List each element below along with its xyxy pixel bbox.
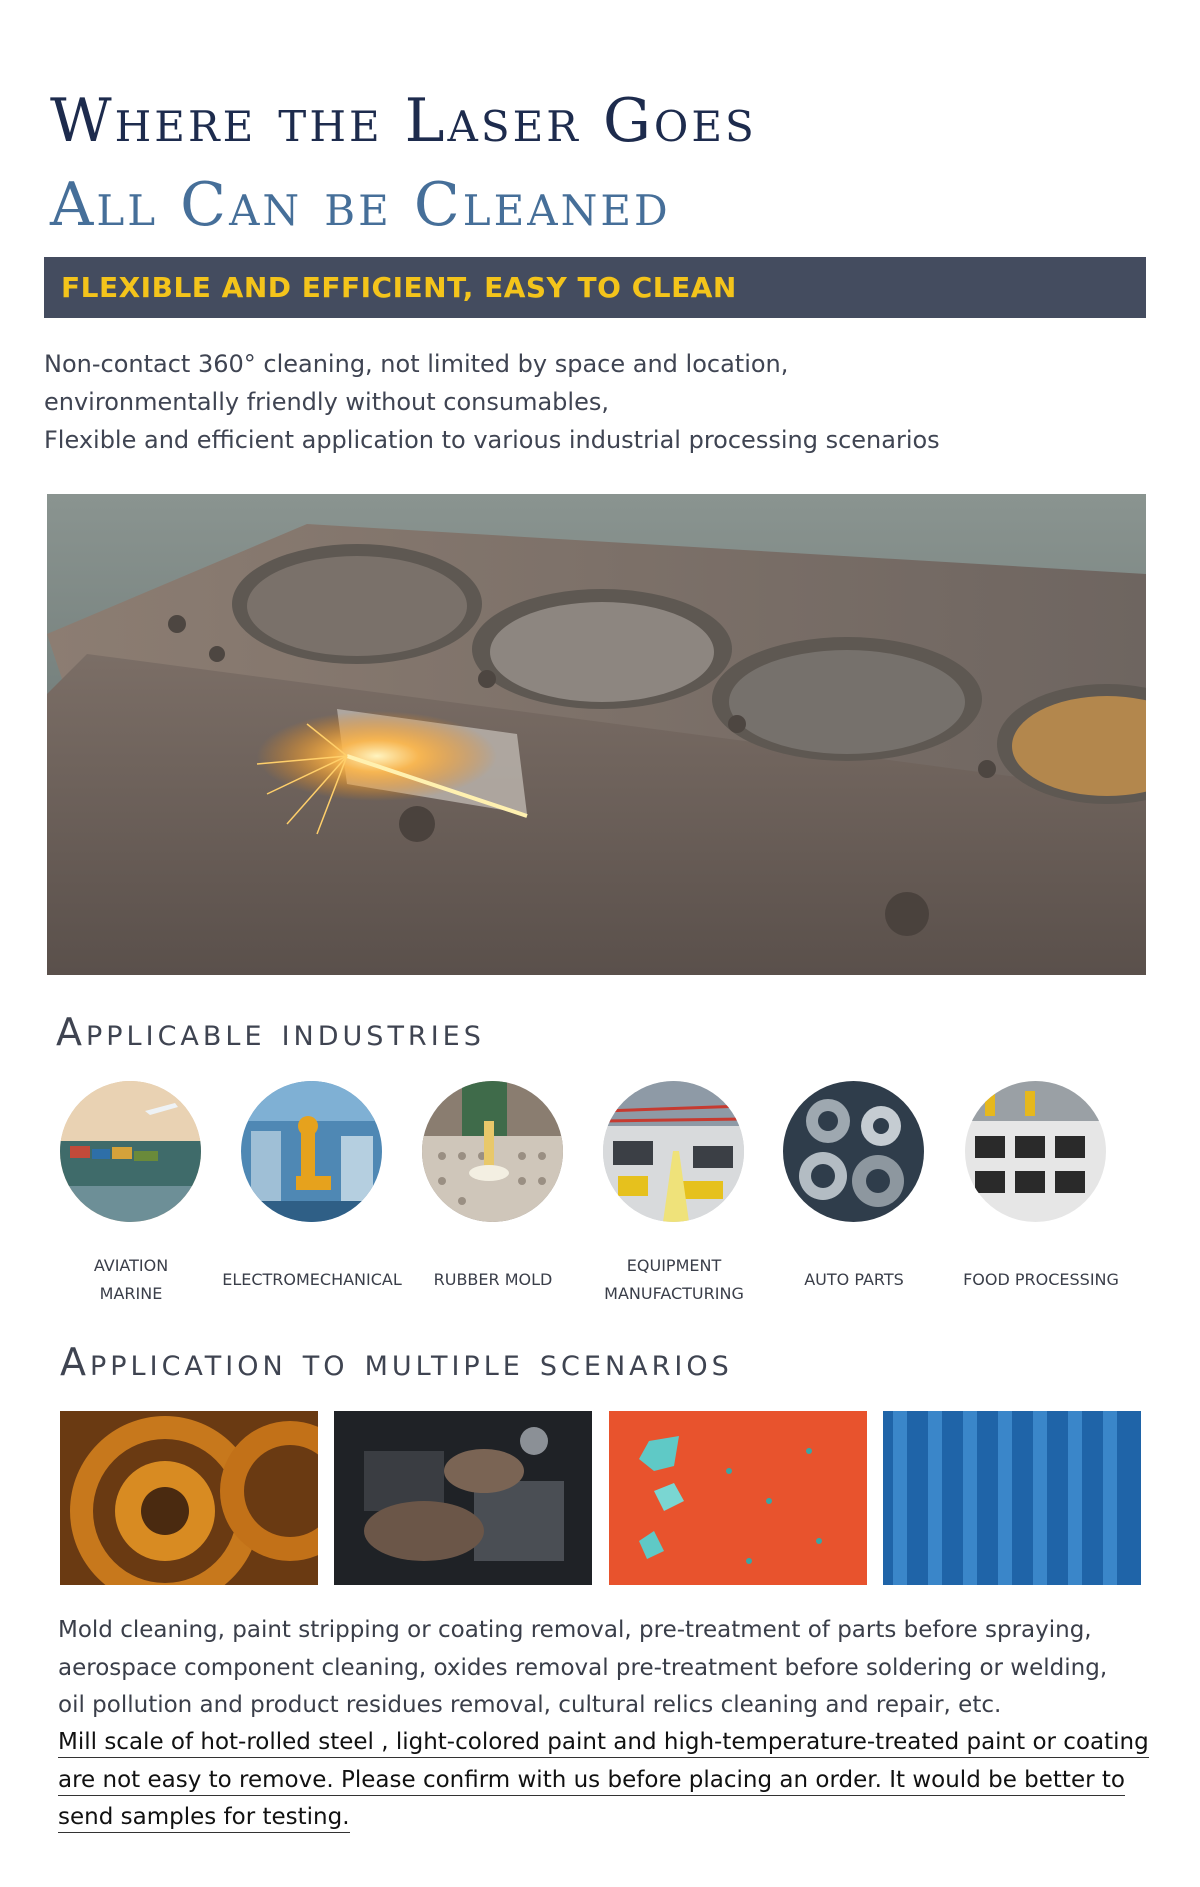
engine-repair-image bbox=[334, 1411, 592, 1585]
scenarios-description bbox=[58, 1612, 1168, 1725]
headline-line2: All Can be Cleaned bbox=[50, 170, 671, 240]
food-processing-image bbox=[965, 1081, 1106, 1222]
description-line: aerospace component cleaning, oxides removal pre-treatment before soldering or welding, bbox=[58, 1654, 1108, 1681]
industry-label-rubber-mold: RUBBER MOLD bbox=[433, 1270, 553, 1289]
peeling-paint-image bbox=[609, 1411, 867, 1585]
description-line: Mold cleaning, paint stripping or coating removal, pre-treatment of parts before spraying, bbox=[58, 1617, 1092, 1643]
description-line: oil pollution and product residues removal, cultural relics cleaning and repair, etc. bbox=[58, 1692, 1002, 1718]
rusty-gear-mold-image bbox=[60, 1411, 318, 1585]
hero-engine-laser-image bbox=[47, 494, 1146, 975]
industry-label-aviation-marine: AVIATION MARINE bbox=[93, 1256, 169, 1303]
note-line: are not easy to remove. Please confirm with us before placing an order. It would be better to bbox=[58, 1767, 1125, 1796]
electromechanical-image bbox=[241, 1081, 382, 1222]
banner-text: FLEXIBLE AND EFFICIENT, EASY TO CLEAN bbox=[61, 271, 737, 304]
scenarios-title: Application to multiple scenarios bbox=[60, 1340, 733, 1384]
testing-note bbox=[58, 1724, 1168, 1837]
industry-label-auto-parts: AUTO PARTS bbox=[804, 1270, 904, 1289]
intro-line: environmentally friendly without consumables, bbox=[44, 388, 609, 416]
rubber-mold-image bbox=[422, 1081, 563, 1222]
feature-banner bbox=[44, 257, 1146, 318]
headline-line1: Where the Laser Goes bbox=[50, 86, 757, 156]
industry-label-electromechanical: ELECTROMECHANICAL bbox=[222, 1270, 402, 1289]
auto-parts-image bbox=[783, 1081, 924, 1222]
intro-line: Flexible and efficient application to various industrial processing scenarios bbox=[44, 426, 940, 454]
industry-label-equipment-manufacturing: EQUIPMENT MANUFACTURING bbox=[604, 1256, 744, 1303]
note-line: send samples for testing. bbox=[58, 1804, 350, 1833]
industry-label-food-processing: FOOD PROCESSING bbox=[963, 1270, 1119, 1289]
intro-line: Non-contact 360° cleaning, not limited by space and location, bbox=[44, 350, 789, 378]
aviation-marine-image bbox=[60, 1081, 201, 1222]
industries-title: Applicable industries bbox=[56, 1010, 485, 1054]
intro-text bbox=[44, 345, 1154, 459]
note-line: Mill scale of hot-rolled steel , light-colored paint and high-temperature-treated paint or coating bbox=[58, 1729, 1149, 1758]
equipment-manufacturing-image bbox=[603, 1081, 744, 1222]
blue-corrugated-metal-image bbox=[883, 1411, 1141, 1585]
